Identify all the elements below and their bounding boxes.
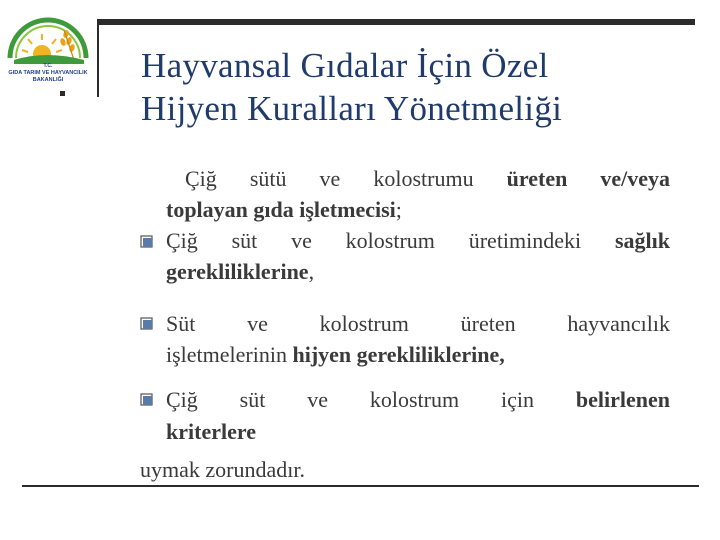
title-line-2: Hijyen Kuralları Yönetmeliği bbox=[141, 89, 563, 128]
checkbox-bullet-icon bbox=[140, 235, 154, 249]
closing-line: uymak zorundadır. bbox=[140, 457, 305, 482]
intro-line-2 bbox=[166, 195, 402, 225]
intro-line-1 bbox=[185, 164, 670, 194]
logo-text-tc: T.C. bbox=[43, 63, 53, 69]
logo-text-bakanligi: BAKANLIĞI bbox=[32, 77, 64, 83]
title-line-1: Hayvansal Gıdalar İçin Özel bbox=[141, 46, 549, 85]
intro-text: Çiğ sütü ve kolostrumu bbox=[185, 166, 507, 191]
bullet-3-bold-2: kriterlere bbox=[166, 419, 256, 444]
bullet-3-line-2 bbox=[166, 417, 256, 447]
bullet-1-text: Çiğ süt ve kolostrum üretimindeki bbox=[166, 228, 615, 253]
bullet-2-line-2 bbox=[166, 340, 505, 370]
intro-bold: üreten ve/veya bbox=[506, 166, 671, 191]
bullet-1-bold: sağlık bbox=[614, 228, 670, 253]
bullet-2-bold: hijyen gerekliliklerine, bbox=[292, 342, 505, 367]
bullet-2-text-2: işletmelerinin bbox=[166, 342, 293, 367]
bullet-3-line-1 bbox=[166, 385, 670, 415]
bottom-divider bbox=[22, 485, 699, 487]
bullet-3-bold: belirlenen bbox=[575, 387, 670, 412]
bullet-3-text: Çiğ süt ve kolostrum için bbox=[166, 387, 576, 412]
bullet-2-line-1 bbox=[166, 309, 670, 339]
bullet-1-line-1 bbox=[166, 226, 670, 256]
bullet-1-punct: , bbox=[308, 259, 315, 284]
bullet-2-text: Süt ve kolostrum üreten hayvancılık bbox=[166, 311, 670, 336]
intro-bold-2: toplayan gıda işletmecisi bbox=[166, 197, 396, 222]
checkbox-bullet-icon bbox=[140, 393, 154, 407]
intro-punct: ; bbox=[395, 197, 402, 222]
logo-text-ministry: GIDA TARIM VE HAYVANCILIK bbox=[8, 70, 88, 76]
bullet-1-bold-2: gerekliliklerine bbox=[166, 259, 309, 284]
bullet-1-line-2 bbox=[166, 257, 314, 287]
checkbox-bullet-icon bbox=[140, 317, 154, 331]
